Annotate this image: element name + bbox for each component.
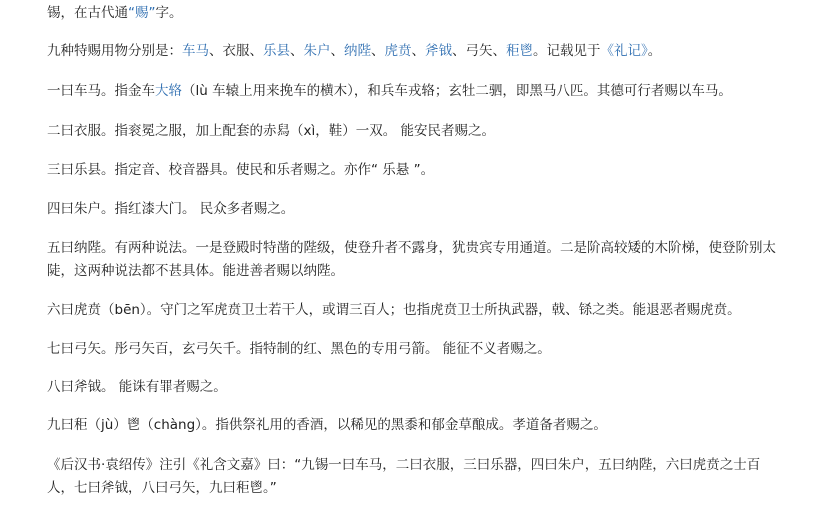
paragraph-nabi-line2: 陡，这两种说法都不甚具体。能进善者赐以纳陛。 — [47, 263, 344, 279]
paragraph-huben: 六曰虎贲（bēn）。守门之军虎贲卫士若干人，或谓三百人；也指虎贲卫士所执武器，戟、铩之类。能退恶者赐虎贲。 — [47, 302, 741, 318]
paragraph-juchang: 九曰秬（jù）鬯（chàng）。指供祭礼用的香酒，以稀见的黑黍和郁金草酿成。孝道备者赐之。 — [47, 417, 607, 433]
paragraph-chema: 一曰车马。指金车大辂（lù 车辕上用来挽车的横木），和兵车戎辂；玄牡二驷，即黑马八匹。其德可行者赐以车马。 — [47, 83, 732, 99]
citation-line2: 人，七曰斧钺，八曰弓矢，九曰秬鬯。” — [47, 480, 277, 496]
link-dalu[interactable]: 大辂 — [155, 83, 182, 99]
paragraph-yuexian: 三曰乐县。指定音、校音器具。使民和乐者赐之。亦作“ 乐悬 ”。 — [47, 162, 435, 178]
paragraph-nabi-line1: 五曰纳陛。有两种说法。一是登殿时特凿的陛级，使登升者不露身，犹贵宾专用通道。二是阶高较矮的木阶梯，使登阶别太 — [47, 240, 776, 256]
link-zhuhu[interactable]: 朱户 — [303, 43, 331, 59]
paragraph-fuyue: 八曰斧钺。 能诛有罪者赐之。 — [47, 379, 227, 395]
link-liji[interactable]: 《礼记》 — [600, 43, 648, 59]
link-yuexian[interactable]: 乐县 — [263, 43, 290, 59]
quoted-character: “赐” — [128, 5, 156, 21]
paragraph-gongshi: 七曰弓矢。彤弓矢百，玄弓矢千。指特制的红、黑色的专用弓箭。 能征不义者赐之。 — [47, 341, 551, 357]
link-fuyue[interactable]: 斧钺 — [425, 43, 452, 59]
link-huben[interactable]: 虎贲 — [384, 43, 412, 59]
link-juchang[interactable]: 秬鬯 — [506, 43, 533, 59]
link-chema[interactable]: 车马 — [182, 43, 209, 59]
intro-paragraph: 锡，在古代通“赐”字。 — [47, 5, 183, 21]
link-nabi[interactable]: 纳陛 — [344, 43, 371, 59]
items-paragraph: 九种特赐用物分别是：车马、衣服、乐县、朱户、纳陛、虎贲、斧钺、弓矢、秬鬯。记载见于《礼记》。 — [47, 43, 662, 59]
paragraph-yifu: 二曰衣服。指衮冕之服，加上配套的赤舄（xì，鞋）一双。 能安民者赐之。 — [47, 123, 496, 139]
citation-line1: 《后汉书·袁绍传》注引《礼含文嘉》曰：“九锡一曰车马，二曰衣服，三曰乐器，四曰朱户，五曰纳陛，六曰虎贲之士百 — [47, 457, 761, 473]
paragraph-zhuhu: 四曰朱户。指红漆大门。 民众多者赐之。 — [47, 201, 295, 217]
